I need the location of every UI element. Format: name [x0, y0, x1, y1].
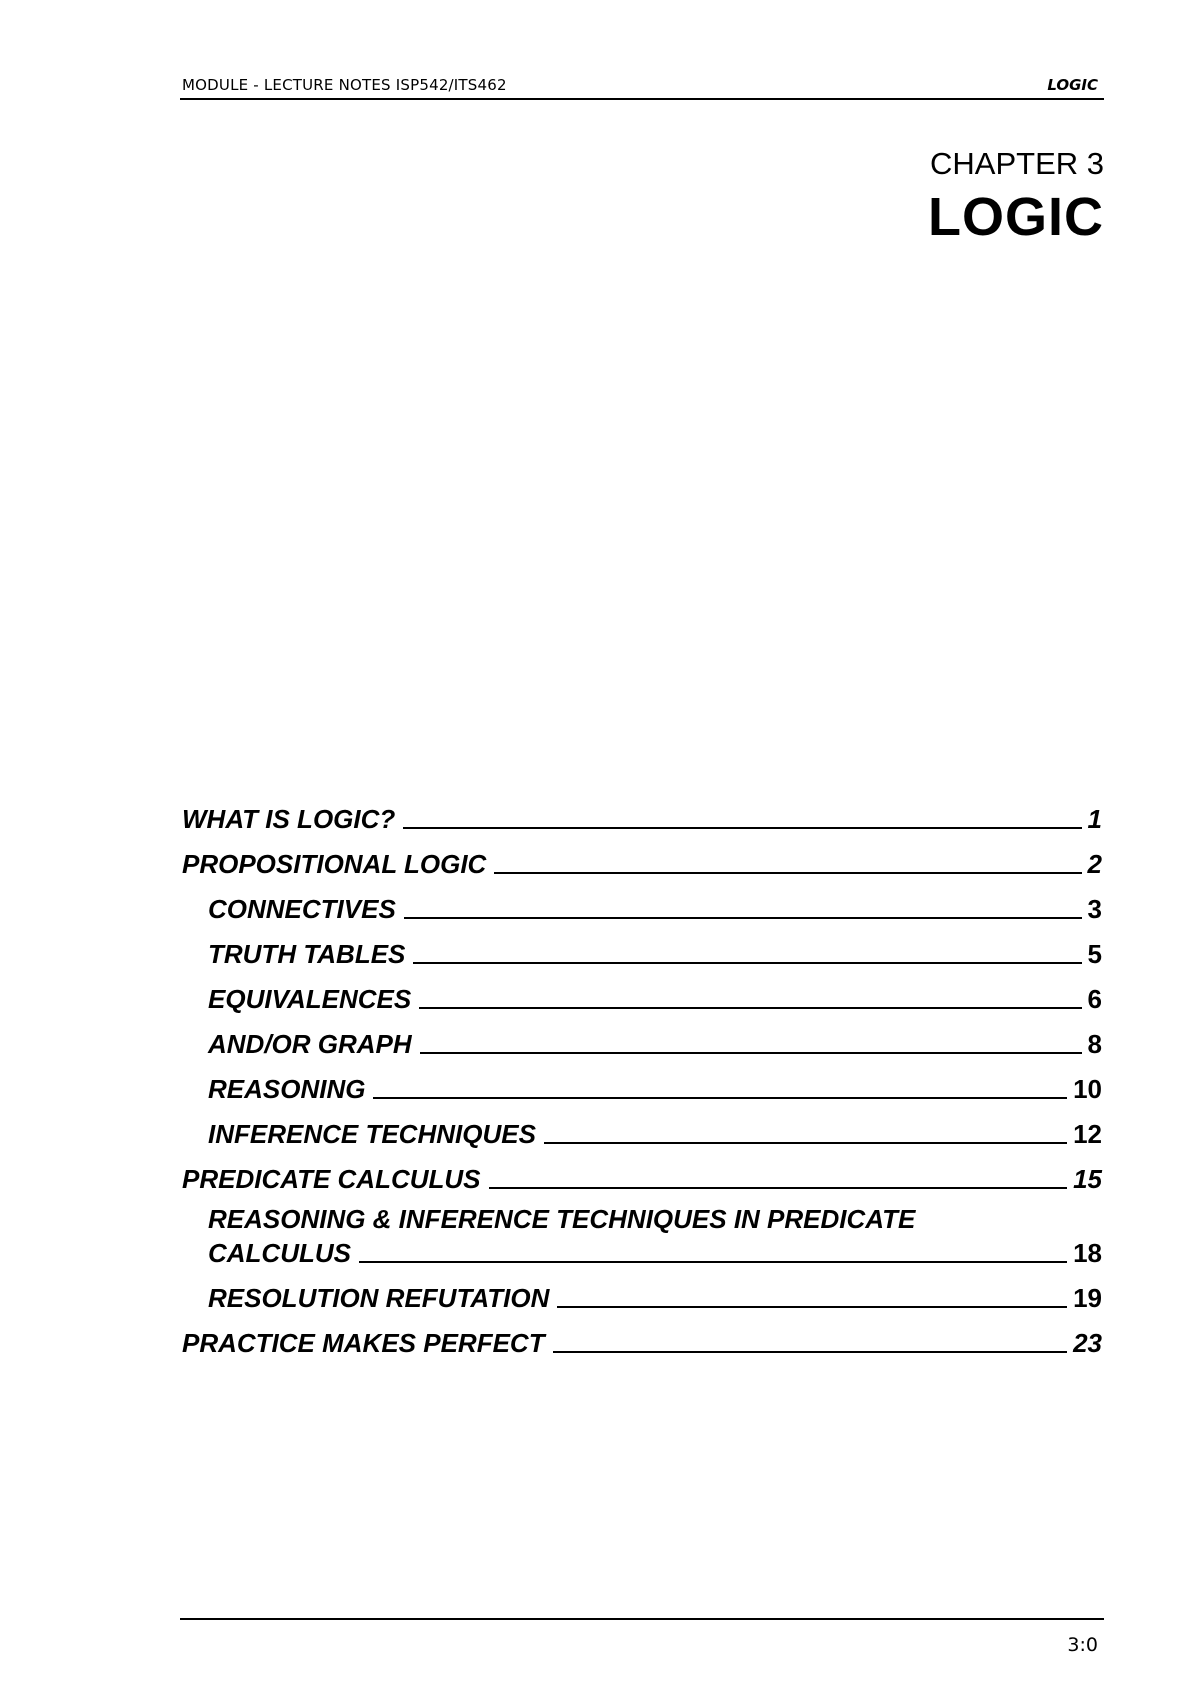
toc-leader-line — [359, 1261, 1067, 1263]
toc-entry-and-or-graph[interactable] — [182, 1015, 1102, 1060]
toc-leader-line — [419, 1007, 1081, 1009]
toc-entry-page: 10 — [1073, 1074, 1102, 1104]
toc-entry-label: WHAT IS LOGIC? — [182, 804, 396, 834]
toc-entry-page: 1 — [1087, 804, 1102, 834]
toc-entry-resolution-refutation[interactable] — [182, 1269, 1102, 1314]
toc-entry-page: 15 — [1073, 1164, 1102, 1194]
page-header — [180, 72, 1104, 100]
toc-entry-label: PROPOSITIONAL LOGIC — [182, 849, 487, 879]
chapter-title: LOGIC — [928, 187, 1104, 247]
toc-entry-page: 3 — [1087, 894, 1102, 924]
toc-entry-page: 5 — [1087, 939, 1102, 969]
footer-page-number: 3:0 — [1067, 1634, 1098, 1656]
toc-entry-label-line1: REASONING & INFERENCE TECHNIQUES IN PREDICATE — [208, 1204, 916, 1234]
toc-entry-connectives[interactable] — [182, 880, 1102, 925]
toc-entry-page: 19 — [1073, 1283, 1102, 1313]
toc-entry-what-is-logic[interactable] — [182, 790, 1102, 835]
toc-leader-line — [557, 1306, 1067, 1308]
toc-entry-label: AND/OR GRAPH — [208, 1029, 412, 1059]
toc-leader-line — [373, 1097, 1067, 1099]
toc-entry-page: 12 — [1073, 1119, 1102, 1149]
toc-entry-inference-techniques[interactable] — [182, 1105, 1102, 1150]
toc-entry-practice-makes-perfect[interactable] — [182, 1314, 1102, 1359]
toc-entry-label: RESOLUTION REFUTATION — [208, 1283, 550, 1313]
toc-entry-label: REASONING — [208, 1074, 366, 1104]
toc-entry-page: 2 — [1087, 849, 1102, 879]
toc-entry-label: PRACTICE MAKES PERFECT — [182, 1328, 545, 1358]
toc-entry-truth-tables[interactable] — [182, 925, 1102, 970]
toc-leader-line — [553, 1351, 1068, 1353]
toc-entry-reasoning-inference-predicate[interactable] — [182, 1195, 1102, 1269]
header-module-title: MODULE - LECTURE NOTES ISP542/ITS462 — [182, 76, 507, 94]
toc-entry-label: PREDICATE CALCULUS — [182, 1164, 481, 1194]
toc-entry-label: INFERENCE TECHNIQUES — [208, 1119, 536, 1149]
toc-entry-equivalences[interactable] — [182, 970, 1102, 1015]
page-footer — [180, 1618, 1104, 1656]
toc-entry-label-line2: CALCULUS — [208, 1238, 351, 1268]
toc-entry-page: 8 — [1087, 1029, 1102, 1059]
chapter-label: CHAPTER 3 — [930, 146, 1104, 181]
toc-entry-label: CONNECTIVES — [208, 894, 396, 924]
toc-leader-line — [404, 917, 1082, 919]
toc-entry-reasoning[interactable] — [182, 1060, 1102, 1105]
toc-entry-page: 18 — [1073, 1238, 1102, 1268]
toc-entry-page: 23 — [1073, 1328, 1102, 1358]
toc-leader-line — [413, 962, 1081, 964]
toc-leader-line — [420, 1052, 1082, 1054]
toc-leader-line — [489, 1187, 1068, 1189]
header-chapter-name: LOGIC — [1047, 76, 1098, 94]
table-of-contents — [182, 790, 1102, 1359]
toc-leader-line — [403, 827, 1081, 829]
toc-entry-label: EQUIVALENCES — [208, 984, 412, 1014]
toc-leader-line — [544, 1142, 1067, 1144]
toc-entry-label: TRUTH TABLES — [208, 939, 406, 969]
toc-entry-page: 6 — [1087, 984, 1102, 1014]
toc-entry-propositional-logic[interactable] — [182, 835, 1102, 880]
toc-entry-predicate-calculus[interactable] — [182, 1150, 1102, 1195]
toc-leader-line — [494, 872, 1081, 874]
